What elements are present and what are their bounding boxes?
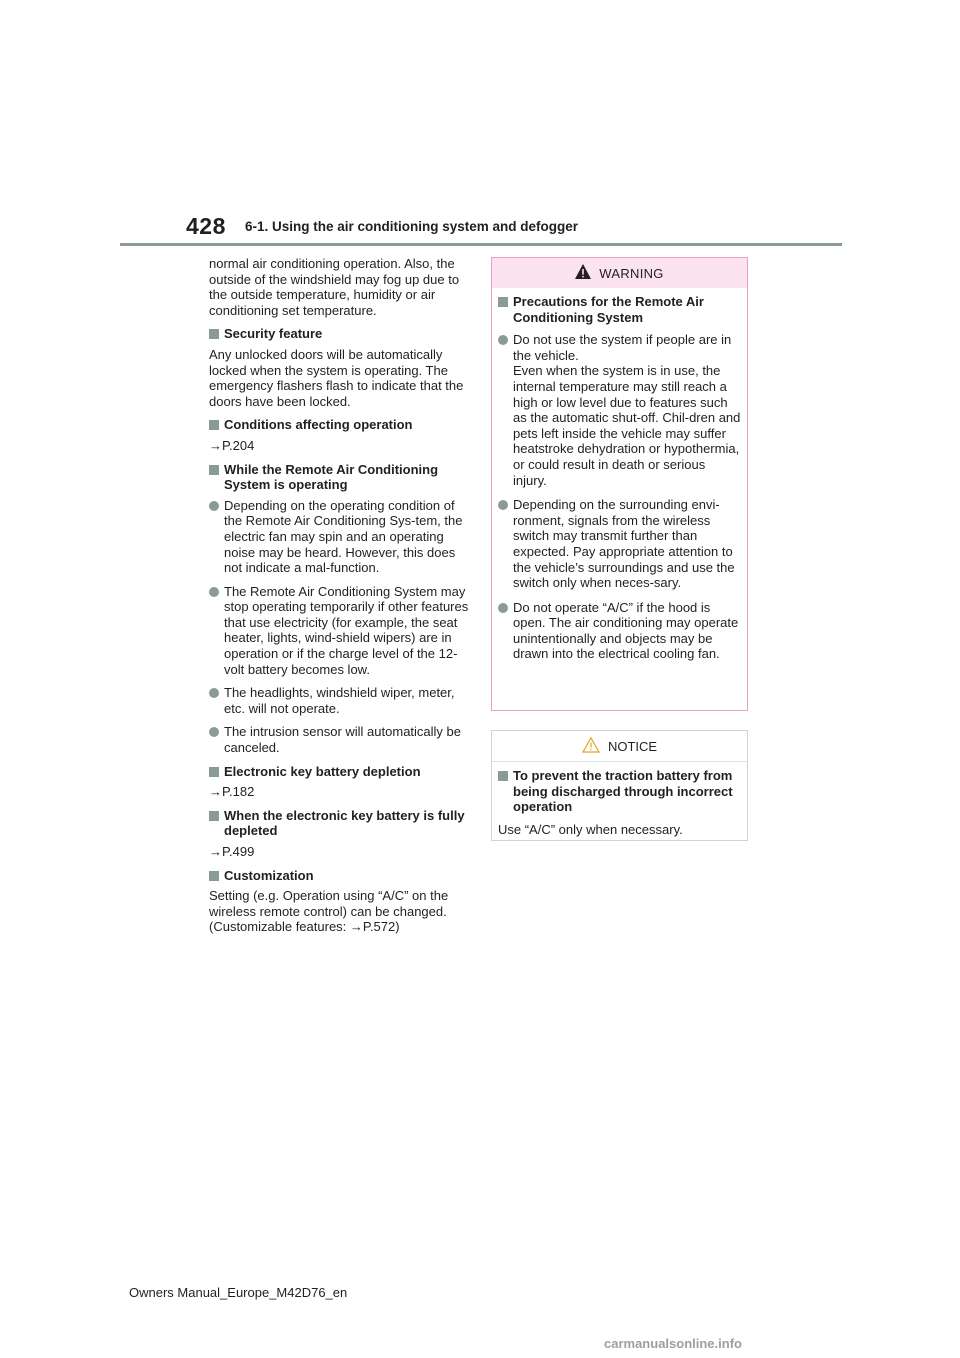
page-number: 428 xyxy=(186,213,226,239)
square-bullet-icon xyxy=(209,871,219,881)
square-bullet-icon xyxy=(498,297,508,307)
security-heading: Security feature xyxy=(209,326,471,342)
square-bullet-icon xyxy=(209,329,219,339)
security-text: Any unlocked doors will be automatically locked when the system is operating. The emergency flashers flash to indicate that the doors have been locked. xyxy=(209,346,464,409)
warning-header xyxy=(492,258,747,288)
round-bullet-icon xyxy=(498,603,508,613)
operating-heading: While the Remote Air Conditioning System is operating xyxy=(209,462,471,493)
warning-triangle-icon xyxy=(575,264,591,282)
depleted-ref-link[interactable]: →P.499 xyxy=(209,844,255,859)
list-item: Do not operate “A/C” if the hood is open. The air conditioning may operate unintentionally and objects may be drawn into the electrical cooling fan. xyxy=(498,600,741,662)
battery-heading: Electronic key battery depletion xyxy=(209,764,471,780)
notice-header xyxy=(492,731,747,762)
square-bullet-icon xyxy=(209,465,219,475)
round-bullet-icon xyxy=(498,500,508,510)
depleted-heading: When the electronic key battery is fully depleted xyxy=(209,808,471,839)
square-bullet-icon xyxy=(209,767,219,777)
square-bullet-icon xyxy=(209,811,219,821)
warning-box xyxy=(491,257,748,711)
round-bullet-icon xyxy=(209,501,219,511)
square-bullet-icon xyxy=(498,771,508,781)
round-bullet-icon xyxy=(498,335,508,345)
notice-text: Use “A/C” only when necessary. xyxy=(498,821,683,837)
list-item: Depending on the surrounding envi-ronment, signals from the wireless switch may transmit further than expected. Pay appropriate attention to the vehicle’s surroundings and use the switch only when neces-sary. xyxy=(498,497,741,591)
list-item: Depending on the operating condition of the Remote Air Conditioning Sys-tem, the electric fan may spin and an operating noise may be heard. However, this does not indicate a mal-function. xyxy=(209,498,471,576)
section-title: 6-1. Using the air conditioning system and defogger xyxy=(245,219,579,234)
watermark: carmanualsonline.info xyxy=(604,1336,742,1351)
customization-text: Setting (e.g. Operation using “A/C” on the wireless remote control) can be changed. (Customizable features: →P.572) xyxy=(209,888,449,935)
round-bullet-icon xyxy=(209,688,219,698)
square-bullet-icon xyxy=(209,420,219,430)
list-item: The Remote Air Conditioning System may stop operating temporarily if other features that use electricity (for example, the seat heater, lights, wind-shield wipers) are in operation or if the charge level of the 12-volt battery becomes low. xyxy=(209,584,471,678)
footer-text: Owners Manual_Europe_M42D76_en xyxy=(129,1285,348,1300)
customization-heading: Customization xyxy=(209,868,471,884)
battery-ref-link[interactable]: →P.182 xyxy=(209,784,255,800)
header-rule xyxy=(120,243,842,246)
list-item: Do not use the system if people are in the vehicle. Even when the system is in use, the internal temperature may still reach a high or low level due to features such as the automatic shut-off. Chil-dren and pets left inside the vehicle may suffer heatstroke dehydration or hypothermia, or could result in death or serious injury. xyxy=(498,332,741,488)
caution-triangle-icon xyxy=(582,737,600,756)
round-bullet-icon xyxy=(209,727,219,737)
list-item: The intrusion sensor will automatically be canceled. xyxy=(209,724,471,755)
conditions-heading: Conditions affecting operation xyxy=(209,417,471,433)
list-item: The headlights, windshield wiper, meter, etc. will not operate. xyxy=(209,685,471,716)
notice-label: NOTICE xyxy=(607,738,658,754)
notice-heading: To prevent the traction battery from being discharged through incorrect operation xyxy=(498,768,741,815)
left-column xyxy=(209,256,471,943)
notice-box xyxy=(491,730,748,841)
intro-paragraph: normal air conditioning operation. Also, the outside of the windshield may fog up due to the outside temperature, humidity or air conditioning set temperature. xyxy=(209,256,460,318)
warning-heading: Precautions for the Remote Air Conditioning System xyxy=(498,294,741,325)
conditions-ref-link[interactable]: →P.204 xyxy=(209,437,255,453)
warning-label: WARNING xyxy=(599,265,664,281)
round-bullet-icon xyxy=(209,587,219,597)
